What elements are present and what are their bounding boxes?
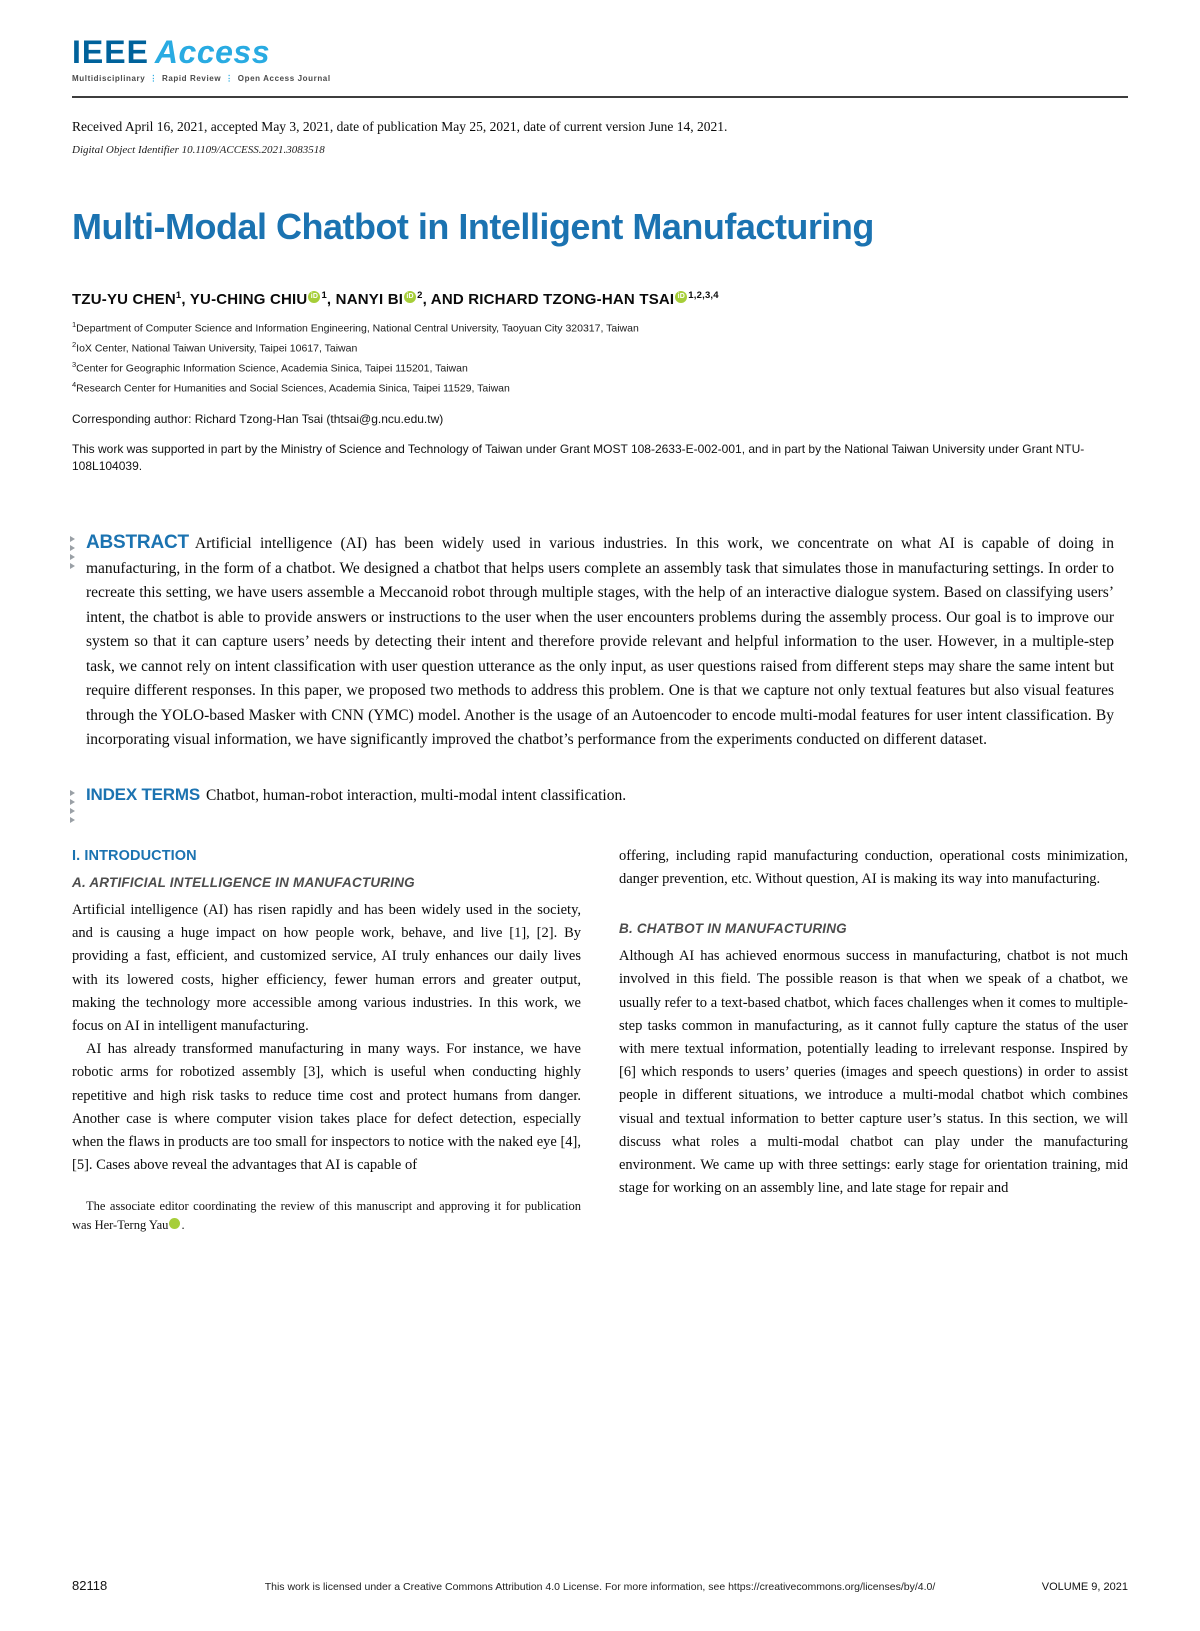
abstract-paragraph: [86, 531, 1114, 753]
access-logo-text: Access: [154, 34, 271, 70]
paper-title: Multi-Modal Chatbot in Intelligent Manufacturing: [72, 206, 874, 247]
received-dates-line: Received April 16, 2021, accepted May 3, 2021, date of publication May 25, 2021, date of current version June 14, 2021.: [72, 119, 728, 134]
body-paragraph: offering, including rapid manufacturing conduction, operational costs minimization, danger prevention, etc. Without question, AI is making its way into manufacturing.: [619, 847, 1128, 887]
orcid-icon: iD: [675, 291, 687, 303]
affiliation-line: [72, 357, 1128, 377]
body-paragraph: Artificial intelligence (AI) has risen rapidly and has been widely used in the society, and is causing a huge impact on how people work, behave, and live [1], [2]. By providing a fast, efficient, and customized service, AI truly enhances our daily lives with its lowered costs, higher efficiency, fewer human errors and greater output, making the technology more accessible among various industries. In this work, we focus on AI in intelligent manufacturing.: [72, 901, 581, 1034]
body-columns: [72, 845, 1128, 1235]
subsection-heading-ai-in-manufacturing: A. ARTIFICIAL INTELLIGENCE IN MANUFACTURING: [72, 874, 415, 890]
affiliation-sup: 1: [72, 320, 77, 329]
affiliation-sup: 2: [72, 340, 77, 349]
page-number: 82118: [72, 1578, 108, 1593]
author-name: YU-CHING CHIU: [189, 291, 308, 308]
author-list: [72, 290, 1128, 308]
author-name: TZU-YU CHEN: [72, 291, 176, 308]
left-column: [72, 845, 581, 1235]
orcid-icon: iD: [308, 291, 320, 303]
ieee-logo-text: IEEE: [72, 34, 149, 70]
masthead-divider: [72, 96, 1128, 98]
journal-tagline: [72, 74, 1128, 83]
author-name: AND RICHARD TZONG-HAN TSAI: [430, 291, 675, 308]
tagline-part: Open Access Journal: [237, 74, 331, 83]
author-separator: ,: [181, 291, 190, 308]
tagline-part: Multidisciplinary: [72, 74, 146, 83]
author: [190, 291, 336, 308]
associate-editor-footnote: [72, 1197, 581, 1234]
footnote-period: .: [181, 1217, 185, 1232]
tagline-separator: ⋮: [225, 74, 234, 83]
body-paragraph: Although AI has achieved enormous success in manufacturing, chatbot is not much involved in this field. The possible reason is that when we speak of a chatbot, we usually refer to a text-based chatbot, which faces challenges when it comes to multiple-step tasks common in manufacturing, as it cannot fully capture the status of the user with mere textual information, potentially leading to irrelevant response. Inspired by [6] which responds to users’ queries (images and speech questions) in order to assist people in different situations, we introduce a multi-modal chatbot which combines visual and textual information to better capture user’s status. In this section, we will discuss what roles a multi-modal chatbot can play under the manufacturing environment. We came up with three settings: early stage for orientation training, mid stage for working on an assembly line, and late stage for repair and: [619, 948, 1128, 1197]
abstract-text: Artificial intelligence (AI) has been widely used in various industries. In this work, we concentrate on what AI is capable of doing in manufacturing, in the form of a chatbot. We designed a chatbot that helps users complete an assembly task that simulates those in manufacturing settings. In order to recreate this setting, we have users assemble a Meccanoid robot through multiple stages, with the help of an interactive dialogue system. Based on classifying users’ intent, the chatbot is able to provide answers or instructions to the user when the user encounters problems during the assembly process. Our goal is to improve our system so that it can capture users’ needs by detecting their intent and therefore provide relevant and helpful information to the user. However, in a multiple-step task, we cannot rely on intent classification with user question utterance as the only input, as user questions raised from different steps may share the same intent but require different responses. In this paper, we proposed two methods to address this problem. One is that we capture not only textual features but also visual features through the YOLO-based Masker with CNN (YMC) model. Another is the usage of an Autoencoder to encode multi-modal features for user intent classification. By incorporating visual information, we have significantly improved the chatbot’s performance from the experiments conducted on different dataset.: [86, 535, 1114, 748]
author: [336, 291, 431, 308]
corresponding-author-line: Corresponding author: Richard Tzong-Han Tsai (thtsai@g.ncu.edu.tw): [72, 412, 444, 426]
affiliation-line: [72, 337, 1128, 357]
author-affiliation-sup: 2: [417, 290, 423, 301]
index-terms-paragraph: [86, 785, 1114, 805]
abstract-label: ABSTRACT: [86, 532, 189, 553]
section-marker-icon: [70, 790, 75, 823]
index-terms-section: [72, 785, 1128, 805]
author-affiliation-sup: 1,2,3,4: [688, 290, 719, 301]
orcid-icon: iD: [404, 291, 416, 303]
affiliation-text: IoX Center, National Taiwan University, Taipei 10617, Taiwan: [76, 342, 358, 355]
orcid-icon: iD: [169, 1218, 180, 1229]
author-affiliation-sup: 1: [175, 290, 182, 301]
tagline-separator: ⋮: [149, 74, 158, 83]
section-heading-introduction: I. INTRODUCTION: [72, 847, 197, 864]
index-terms-label: INDEX TERMS: [86, 784, 200, 804]
ieee-access-logo: [72, 34, 1128, 71]
subsection-heading-chatbot-in-manufacturing: B. CHATBOT IN MANUFACTURING: [619, 920, 847, 936]
author-separator: ,: [326, 291, 336, 308]
section-marker-icon: [70, 536, 75, 569]
author: [431, 291, 719, 308]
affiliation-text: Center for Geographic Information Science, Academia Sinica, Taipei 115201, Taiwan: [76, 362, 468, 375]
tagline-part: Rapid Review: [161, 74, 222, 83]
affiliation-line: [72, 317, 1128, 337]
journal-masthead: [72, 0, 1128, 98]
index-terms-text: Chatbot, human-robot interaction, multi-modal intent classification.: [205, 786, 627, 804]
footnote-text: The associate editor coordinating the review of this manuscript and approving it for publication was Her-Terng Yau: [72, 1199, 581, 1232]
funding-statement: This work was supported in part by the Ministry of Science and Technology of Taiwan under Grant MOST 108-2633-E-002-001, and in part by the National Taiwan University under Grant NTU-108L104039.: [72, 442, 1085, 473]
author-separator: ,: [422, 291, 431, 308]
author-name: NANYI BI: [335, 291, 404, 308]
volume-label: VOLUME 9, 2021: [1041, 1581, 1128, 1593]
affiliation-sup: 4: [72, 380, 77, 389]
doi-line: Digital Object Identifier 10.1109/ACCESS.2021.3083518: [72, 144, 325, 156]
author-affiliation-sup: 1: [321, 290, 327, 301]
abstract-section: [72, 531, 1128, 753]
author: [72, 291, 190, 308]
right-column: [619, 845, 1128, 1235]
affiliation-list: [72, 317, 1128, 397]
affiliation-text: Research Center for Humanities and Social Sciences, Academia Sinica, Taipei 11529, Taiwan: [76, 382, 510, 395]
page-footer: [72, 1578, 1128, 1593]
affiliation-sup: 3: [72, 360, 77, 369]
affiliation-text: Department of Computer Science and Information Engineering, National Central University, Taoyuan City 320317, Taiwan: [76, 322, 639, 335]
license-statement: This work is licensed under a Creative Commons Attribution 4.0 License. For more information, see https://creativecommons.org/licenses/by/4.0/: [264, 1581, 936, 1593]
body-paragraph: AI has already transformed manufacturing in many ways. For instance, we have robotic arms for robotized assembly [3], which is useful when conducting highly repetitive and high risk tasks to reduce time cost and protect humans from danger. Another case is where computer vision takes place for defect detection, especially when the flaws in products are too small for inspectors to notice with the naked eye [4], [5]. Cases above reveal the advantages that AI is capable of: [72, 1041, 581, 1174]
affiliation-line: [72, 377, 1128, 397]
